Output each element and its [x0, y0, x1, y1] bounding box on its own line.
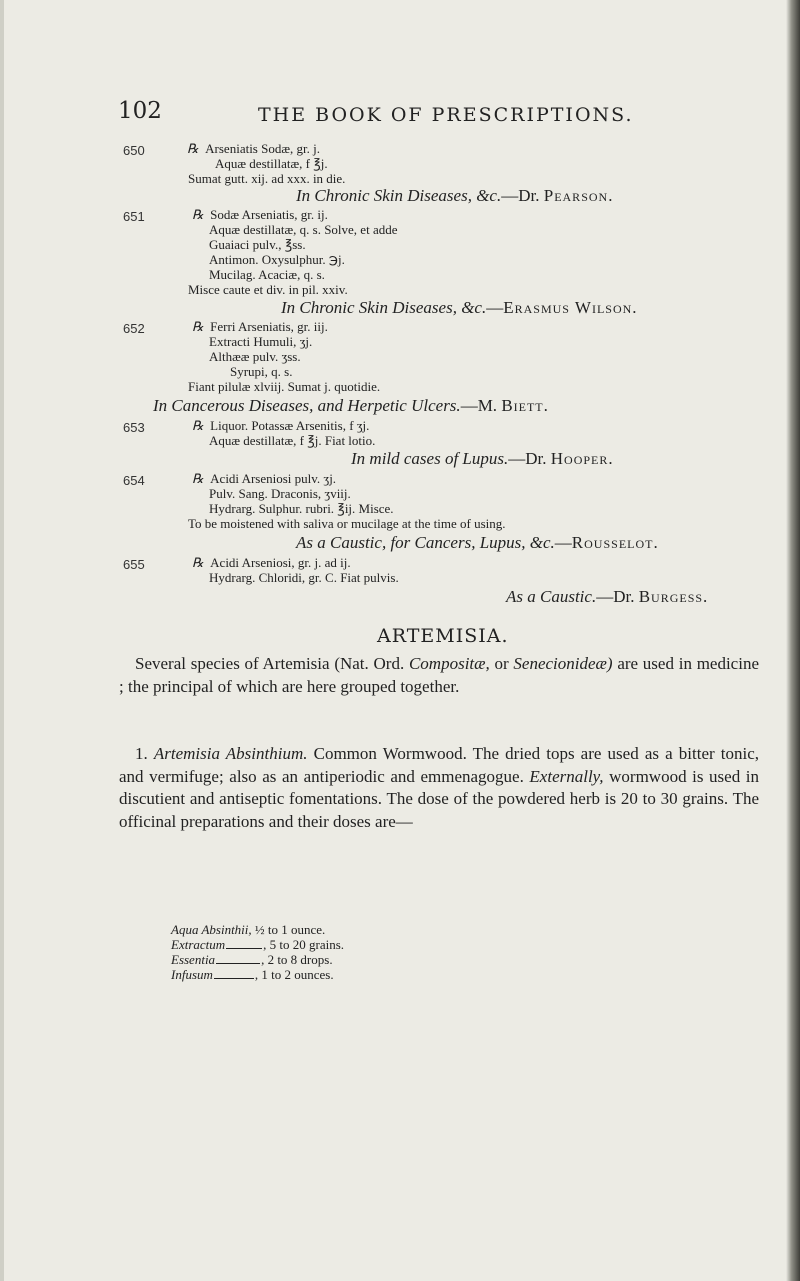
rx-symbol: ℞: [192, 320, 204, 335]
prescription-line: Fiant pilulæ xlviij. Sumat j. quotidie.: [188, 379, 381, 394]
prescription-number: 653: [123, 420, 145, 435]
rx-symbol: ℞: [187, 142, 199, 157]
prescription-line: Hydrarg. Sulphur. rubri. ℥ij. Misce.: [209, 501, 394, 516]
prescription-line: Guaiaci pulv., ℥ss.: [209, 237, 306, 252]
attribution: As a Caustic, for Cancers, Lupus, &c.—Rousselot.: [296, 533, 659, 552]
prescription-line: Antimon. Oxysulphur. ℈j.: [209, 252, 345, 267]
prescription-number: 650: [123, 143, 145, 158]
page-edge-right: [786, 0, 800, 1281]
rx-symbol: ℞: [192, 556, 204, 571]
attribution: As a Caustic.—Dr. Burgess.: [506, 587, 709, 606]
prescription-number: 655: [123, 557, 145, 572]
preparation-row: Infusum , 1 to 2 ounces.: [171, 967, 334, 982]
prescription-line: ℞ Liquor. Potassæ Arsenitis, f ʒj.: [192, 418, 370, 434]
ditto-dash: [214, 969, 254, 979]
prescription-line: ℞ Arseniatis Sodæ, gr. j.: [187, 141, 320, 157]
running-head: THE BOOK OF PRESCRIPTIONS.: [258, 104, 634, 126]
prescription-number: 651: [123, 209, 145, 224]
page-edge-left: [0, 0, 4, 1281]
prescription-line: ℞ Acidi Arseniosi pulv. ʒj.: [192, 471, 337, 487]
rx-symbol: ℞: [192, 208, 204, 223]
rx-symbol: ℞: [192, 419, 204, 434]
prescription-line: ℞ Acidi Arseniosi, gr. j. ad ij.: [192, 555, 351, 571]
ditto-dash: [216, 954, 260, 964]
prescription-line: Misce caute et div. in pil. xxiv.: [188, 282, 348, 297]
ditto-dash: [226, 939, 262, 949]
prescription-line: Aquæ destillatæ, f ℥j. Fiat lotio.: [209, 433, 376, 448]
prescription-line: Aquæ destillatæ, q. s. Solve, et adde: [209, 222, 398, 237]
attribution: In Chronic Skin Diseases, &c.—Erasmus Wilson.: [281, 298, 638, 317]
preparation-row: Extractum , 5 to 20 grains.: [171, 937, 345, 952]
page-number: 102: [118, 98, 162, 124]
paragraph-intro: Several species of Artemisia (Nat. Ord. Compositæ, or Senecionideæ) are used in medicine ; the principal of which are here grouped together.: [119, 654, 759, 696]
prescription-line: Sumat gutt. xij. ad xxx. in die.: [188, 171, 346, 186]
rx-symbol: ℞: [192, 472, 204, 487]
prescription-line: Hydrarg. Chloridi, gr. C. Fiat pulvis.: [209, 570, 399, 585]
prescription-line: ℞ Ferri Arseniatis, gr. iij.: [192, 319, 328, 335]
attribution: In Chronic Skin Diseases, &c.—Dr. Pearson.: [296, 186, 614, 205]
prescription-line: Extracti Humuli, ʒj.: [209, 334, 313, 349]
prescription-line: ℞ Sodæ Arseniatis, gr. ij.: [192, 207, 328, 223]
prescription-number: 654: [123, 473, 145, 488]
prescription-line: Pulv. Sang. Draconis, ʒviij.: [209, 486, 351, 501]
prescription-line: Syrupi, q. s.: [230, 364, 293, 379]
paragraph-absinthium: 1. Artemisia Absinthium. Common Wormwood. The dried tops are used as a bitter tonic, and vermifuge; also as an antiperiodic and emmenagogue. Externally, wormwood is used in discutient and antiseptic fomentations. The dose of the powdered herb is 20 to 30 grains. The officinal preparations and their doses are—: [119, 744, 760, 831]
section-title: ARTEMISIA.: [377, 625, 509, 647]
prescription-line: Mucilag. Acaciæ, q. s.: [209, 267, 325, 282]
attribution: In Cancerous Diseases, and Herpetic Ulcers.—M. Biett.: [153, 396, 549, 415]
prescription-line: To be moistened with saliva or mucilage at the time of using.: [188, 516, 506, 531]
prescription-line: Aquæ destillatæ, f ℥j.: [215, 156, 328, 171]
prescription-number: 652: [123, 321, 145, 336]
prescription-line: Althææ pulv. ʒss.: [209, 349, 301, 364]
attribution: In mild cases of Lupus.—Dr. Hooper.: [351, 449, 614, 468]
preparation-row: Aqua Absinthii, ½ to 1 ounce.: [171, 922, 326, 937]
preparation-row: Essentia , 2 to 8 drops.: [171, 952, 333, 967]
